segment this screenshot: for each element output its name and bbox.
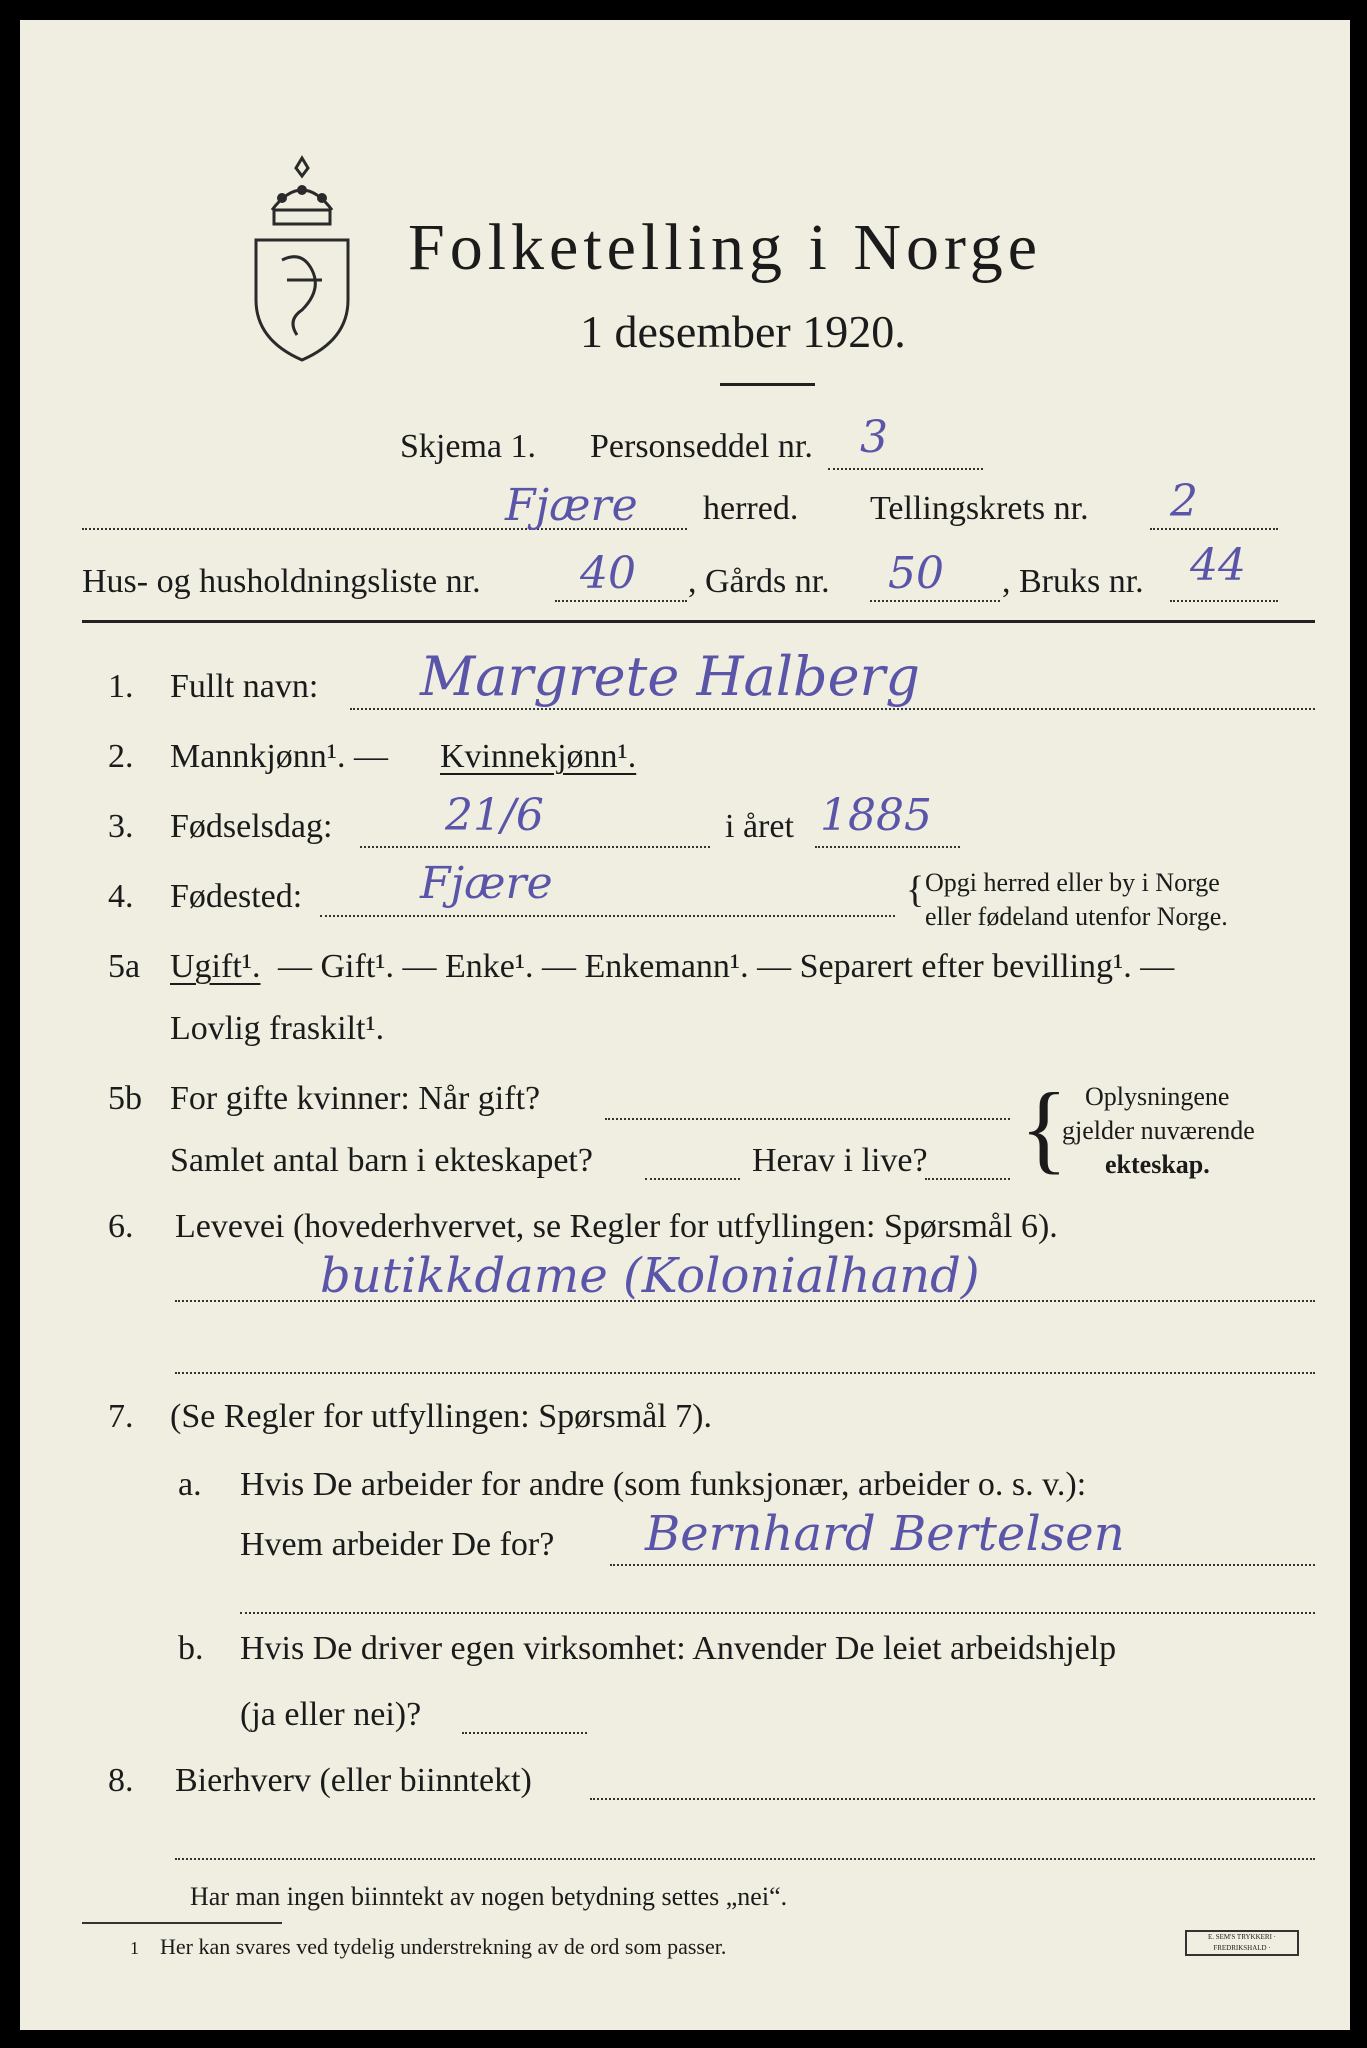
- q2-number: 2.: [108, 738, 134, 775]
- hus-value: 40: [580, 548, 636, 599]
- q4-value: Fjære: [420, 858, 553, 909]
- q7-label: (Se Regler for utfyllingen: Spørsmål 7).: [170, 1398, 713, 1435]
- footnote-mark: 1: [130, 1938, 139, 1958]
- herred-value: Fjære: [505, 480, 638, 531]
- gards-value: 50: [888, 548, 944, 599]
- skjema-label: Skjema 1.: [400, 428, 536, 465]
- q5a-number: 5a: [108, 948, 141, 985]
- q5b-note2: gjelder nuværende: [1062, 1116, 1255, 1145]
- q7a-number: a.: [178, 1466, 202, 1503]
- personseddel-value: 3: [860, 412, 888, 463]
- q7b-line: [462, 1732, 587, 1734]
- q5b-note1: Oplysningene: [1085, 1082, 1230, 1111]
- q3-value: 21/6: [445, 790, 544, 841]
- q7b-label: Hvis De driver egen virksomhet: Anvender De leiet arbeidshjelp: [240, 1630, 1117, 1667]
- census-date: 1 desember 1920.: [580, 306, 906, 357]
- q5b-label2: Samlet antal barn i ekteskapet?: [170, 1142, 593, 1179]
- q1-line: [350, 708, 1315, 710]
- q5a-ugift: Ugift¹.: [170, 948, 261, 985]
- tellingskrets-label: Tellingskrets nr.: [870, 490, 1089, 527]
- personseddel-line: [828, 468, 983, 470]
- q5b-number: 5b: [108, 1080, 142, 1117]
- q3-year-value: 1885: [820, 790, 932, 841]
- tellingskrets-value: 2: [1170, 476, 1198, 527]
- tellingskrets-line: [1150, 528, 1278, 530]
- bruks-label: , Bruks nr.: [1002, 563, 1144, 600]
- q5b-note3: ekteskap.: [1105, 1150, 1210, 1179]
- q1-label: Fullt navn:: [170, 668, 319, 705]
- q7b-label2: (ja eller nei)?: [240, 1696, 422, 1733]
- q8-line2: [175, 1858, 1315, 1860]
- coat-of-arms-icon: [242, 150, 362, 370]
- q5b-line1: [605, 1118, 1010, 1120]
- q4-label: Fødested:: [170, 878, 303, 915]
- q3-year-label: i året: [725, 808, 794, 845]
- form-title: Folketelling i Norge: [408, 211, 1043, 284]
- q6-line2: [175, 1372, 1315, 1374]
- personseddel-label: Personseddel nr.: [590, 428, 813, 465]
- q7a-line2: [240, 1612, 1315, 1614]
- q8-label: Bierhverv (eller biinntekt): [175, 1762, 532, 1799]
- q3-line: [360, 846, 710, 848]
- q6-value: butikkdame (Kolonialhand): [320, 1248, 980, 1304]
- q3-label: Fødselsdag:: [170, 808, 333, 845]
- q5a-options: — Gift¹. — Enke¹. — Enkemann¹. — Separert efter bevilling¹. —: [278, 948, 1175, 985]
- footnote-text: Her kan svares ved tydelig understrekning av de ord som passer.: [160, 1934, 727, 1959]
- hus-label: Hus- og husholdningsliste nr.: [82, 563, 481, 600]
- q5b-label1: For gifte kvinner: Når gift?: [170, 1080, 541, 1117]
- q3-year-line: [815, 846, 960, 848]
- hus-line: [555, 600, 687, 602]
- q2-kvinnekjonn: Kvinnekjønn¹.: [440, 738, 637, 775]
- gards-line: [870, 600, 1000, 602]
- q4-line: [320, 915, 895, 917]
- bruks-line: [1170, 600, 1278, 602]
- q6-label: Levevei (hovederhvervet, se Regler for utfyllingen: Spørsmål 6).: [175, 1208, 1058, 1245]
- bruks-value: 44: [1190, 540, 1246, 591]
- q6-number: 6.: [108, 1208, 134, 1245]
- census-form: [20, 20, 1350, 2030]
- q7-number: 7.: [108, 1398, 134, 1435]
- q7a-line1: [610, 1564, 1315, 1566]
- q4-note-line1: Opgi herred eller by i Norge: [925, 868, 1220, 897]
- q5b-line2: [645, 1178, 740, 1180]
- header-rule: [82, 620, 1315, 623]
- q5b-brace: {: [1020, 1072, 1068, 1183]
- q7a-label: Hvis De arbeider for andre (som funksjonær, arbeider o. s. v.):: [240, 1466, 1087, 1503]
- herred-label: herred.: [703, 490, 799, 527]
- q2-mannkjonn: Mannkjønn¹. —: [170, 738, 388, 775]
- q4-number: 4.: [108, 878, 134, 915]
- q7a-value: Bernhard Bertelsen: [645, 1506, 1125, 1562]
- q3-number: 3.: [108, 808, 134, 845]
- footnote-rule: [82, 1922, 282, 1924]
- printer-mark: E. SEM'S TRYKKERI · FREDRIKSHALD ·: [1185, 1930, 1299, 1956]
- gards-label: , Gårds nr.: [688, 563, 830, 600]
- q1-value: Margrete Halberg: [420, 645, 920, 708]
- q5a-line2: Lovlig fraskilt¹.: [170, 1010, 385, 1047]
- q1-number: 1.: [108, 668, 134, 705]
- q4-note-line2: eller fødeland utenfor Norge.: [925, 902, 1228, 931]
- q8-line1: [590, 1798, 1315, 1800]
- q5b-line3: [925, 1178, 1010, 1180]
- q8-note: Har man ingen biinntekt av nogen betydning settes „nei“.: [190, 1882, 788, 1911]
- q8-number: 8.: [108, 1762, 134, 1799]
- q4-brace: {: [906, 869, 925, 911]
- q7a-label2: Hvem arbeider De for?: [240, 1526, 555, 1563]
- q5b-label3: Herav i live?: [752, 1142, 928, 1179]
- title-rule: [720, 383, 815, 386]
- q7b-number: b.: [178, 1630, 204, 1667]
